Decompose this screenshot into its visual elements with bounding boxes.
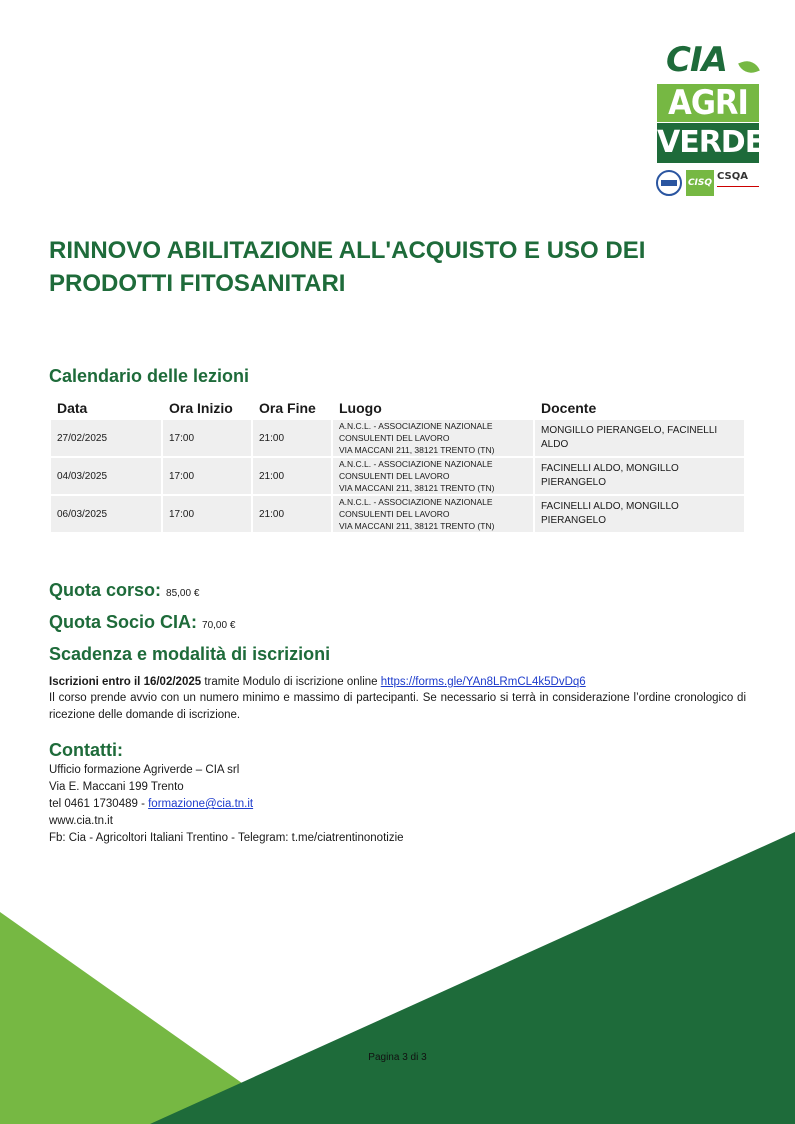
calendar-heading: Calendario delle lezioni <box>49 366 250 386</box>
cell-fine: 21:00 <box>253 496 331 532</box>
cell-docente: MONGILLO PIERANGELO, FACINELLI ALDO <box>535 420 744 456</box>
logo-cia-text: CIA <box>666 40 727 80</box>
cell-fine: 21:00 <box>253 458 331 494</box>
col-data: Data <box>57 400 88 416</box>
dark-green-triangle <box>150 832 795 1124</box>
col-luogo: Luogo <box>339 400 382 416</box>
cell-inizio: 17:00 <box>163 496 251 532</box>
contatti-tel: tel 0461 1730489 - formazione@cia.tn.it <box>49 798 254 810</box>
cell-luogo: A.N.C.L. - ASSOCIAZIONE NAZIONALE CONSULENTI DEL LAVORO VIA MACCANI 211, 38121 TRENTO (TN) <box>333 458 533 494</box>
quota-socio-label: Quota Socio CIA: <box>49 612 197 632</box>
cisq-badge: CISQ <box>686 170 714 196</box>
page-title: RINNOVO ABILITAZIONE ALL'ACQUISTO E USO DEI PRODOTTI FITOSANITARI <box>49 237 646 297</box>
iscrizioni-text: tramite Modulo di iscrizione online <box>201 676 381 688</box>
cell-luogo: A.N.C.L. - ASSOCIAZIONE NAZIONALE CONSULENTI DEL LAVORO VIA MACCANI 211, 38121 TRENTO (TN) <box>333 496 533 532</box>
contatti-line-2: Via E. Maccani 199 Trento <box>49 781 184 793</box>
iscrizioni-heading: Scadenza e modalità di iscrizioni <box>49 644 331 664</box>
logo-verde-text: VERDE <box>657 123 759 163</box>
cell-inizio: 17:00 <box>163 420 251 456</box>
csqa-badge: CSQA <box>717 170 759 196</box>
col-docente: Docente <box>541 400 597 416</box>
page-number: Pagina 3 di 3 <box>368 1052 427 1063</box>
contatti-social: Fb: Cia - Agricoltori Italiani Trentino - Telegram: t.me/ciatrentinonotizie <box>49 832 404 844</box>
email-link[interactable]: formazione@cia.tn.it <box>148 798 254 810</box>
col-ora-fine: Ora Fine <box>259 400 316 416</box>
cell-fine: 21:00 <box>253 420 331 456</box>
cell-data: 06/03/2025 <box>51 496 161 532</box>
contatti-line-1: Ufficio formazione Agriverde – CIA srl <box>49 764 240 776</box>
logo-agri-text: AGRI <box>657 84 759 122</box>
iscrizioni-deadline: Iscrizioni entro il 16/02/2025 <box>49 676 202 688</box>
contatti-heading: Contatti: <box>49 740 123 760</box>
iscrizioni-note: Il corso prende avvio con un numero minimo e massimo di partecipanti. Se necessario si terrà in considerazione l’ordine cronologico di ricezione delle domande di iscrizione. <box>49 692 746 721</box>
cell-inizio: 17:00 <box>163 458 251 494</box>
quota-value: 85,00 € <box>166 588 200 599</box>
quota-socio-value: 70,00 € <box>202 620 236 631</box>
contatti-web: www.cia.tn.it <box>49 815 113 827</box>
col-ora-inizio: Ora Inizio <box>169 400 233 416</box>
cell-luogo: A.N.C.L. - ASSOCIAZIONE NAZIONALE CONSULENTI DEL LAVORO VIA MACCANI 211, 38121 TRENTO (TN) <box>333 420 533 456</box>
cell-data: 04/03/2025 <box>51 458 161 494</box>
cell-data: 27/02/2025 <box>51 420 161 456</box>
iscrizione-form-link[interactable]: https://forms.gle/YAn8LRmCL4k5DvDq6 <box>380 676 586 688</box>
quota-label: Quota corso: <box>49 580 162 600</box>
cell-docente: FACINELLI ALDO, MONGILLO PIERANGELO <box>535 496 744 532</box>
cell-docente: FACINELLI ALDO, MONGILLO PIERANGELO <box>535 458 744 494</box>
